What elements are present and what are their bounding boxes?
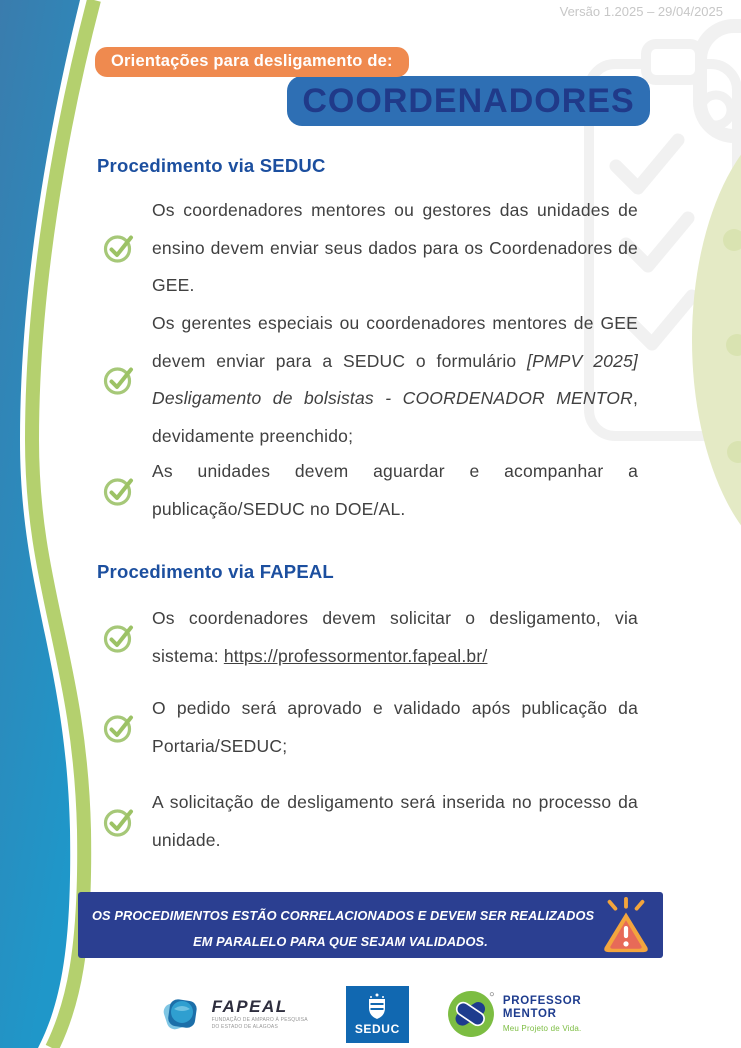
check-icon xyxy=(102,474,136,508)
mentor-hands-icon xyxy=(447,990,495,1038)
check-icon xyxy=(102,711,136,745)
seduc-section-heading: Procedimento via SEDUC xyxy=(97,155,326,176)
list-item xyxy=(97,784,638,859)
list-item-text: Os coordenadores mentores ou gestores das unidades de ensino devem enviar seus dados para os Coordenadores de GEE. xyxy=(152,200,638,295)
header-tag: Orientações para desligamento de: xyxy=(95,47,409,77)
seduc-name: SEDUC xyxy=(354,1021,400,1036)
fapeal-name: FAPEAL xyxy=(211,997,288,1016)
check-icon xyxy=(102,621,136,655)
mentor-name: PROFESSOR MENTOR xyxy=(502,995,582,1020)
fapeal-icon xyxy=(160,992,204,1036)
version-label: Versão 1.2025 – 29/04/2025 xyxy=(559,4,723,19)
footer-logos xyxy=(0,983,741,1045)
list-item xyxy=(97,453,638,528)
page-title: COORDENADORES xyxy=(302,81,635,120)
list-item-text: A solicitação de desligamento será inserida no processo da unidade. xyxy=(152,792,638,850)
check-icon xyxy=(102,363,136,397)
list-item-text: Os coordenadores devem solicitar o desligamento, via sistema: https://professormentor.fapeal.br/ xyxy=(152,608,638,666)
fapeal-subtitle: FUNDAÇÃO DE AMPARO À PESQUISA DO ESTADO DE ALAGOAS xyxy=(211,1017,308,1030)
fapeal-logo xyxy=(160,992,308,1036)
list-item-text: O pedido será aprovado e validado após publicação da Portaria/SEDUC; xyxy=(152,698,638,756)
list-item-text: As unidades devem aguardar e acompanhar a publicação/SEDUC no DOE/AL. xyxy=(152,461,638,519)
mentor-tagline: Meu Projeto de Vida. xyxy=(502,1024,582,1033)
check-icon xyxy=(102,231,136,265)
notice-banner xyxy=(78,892,663,958)
list-item xyxy=(97,600,638,675)
seduc-logo xyxy=(346,986,409,1043)
list-item xyxy=(97,192,638,305)
title-banner xyxy=(287,76,650,126)
check-icon xyxy=(102,805,136,839)
list-item xyxy=(97,305,638,455)
warning-icon xyxy=(597,896,655,956)
list-item-text: Os gerentes especiais ou coordenadores mentores de GEE devem enviar para a SEDUC o formulário [PMPV 2025] Desligamento de bolsistas - COORDENADOR MENTOR, devidamente preenchido; xyxy=(152,313,638,446)
mentor-system-link[interactable]: https://professormentor.fapeal.br/ xyxy=(223,645,488,666)
fapeal-section-heading: Procedimento via FAPEAL xyxy=(97,561,334,582)
professor-mentor-logo xyxy=(447,990,582,1038)
list-item xyxy=(97,690,638,765)
notice-text: OS PROCEDIMENTOS ESTÃO CORRELACIONADOS E DEVEM SER REALIZADOS EM PARALELO PARA QUE SEJAM VALIDADOS. xyxy=(92,908,595,949)
pale-green-blob xyxy=(692,110,741,570)
seduc-crest-icon xyxy=(365,993,389,1020)
